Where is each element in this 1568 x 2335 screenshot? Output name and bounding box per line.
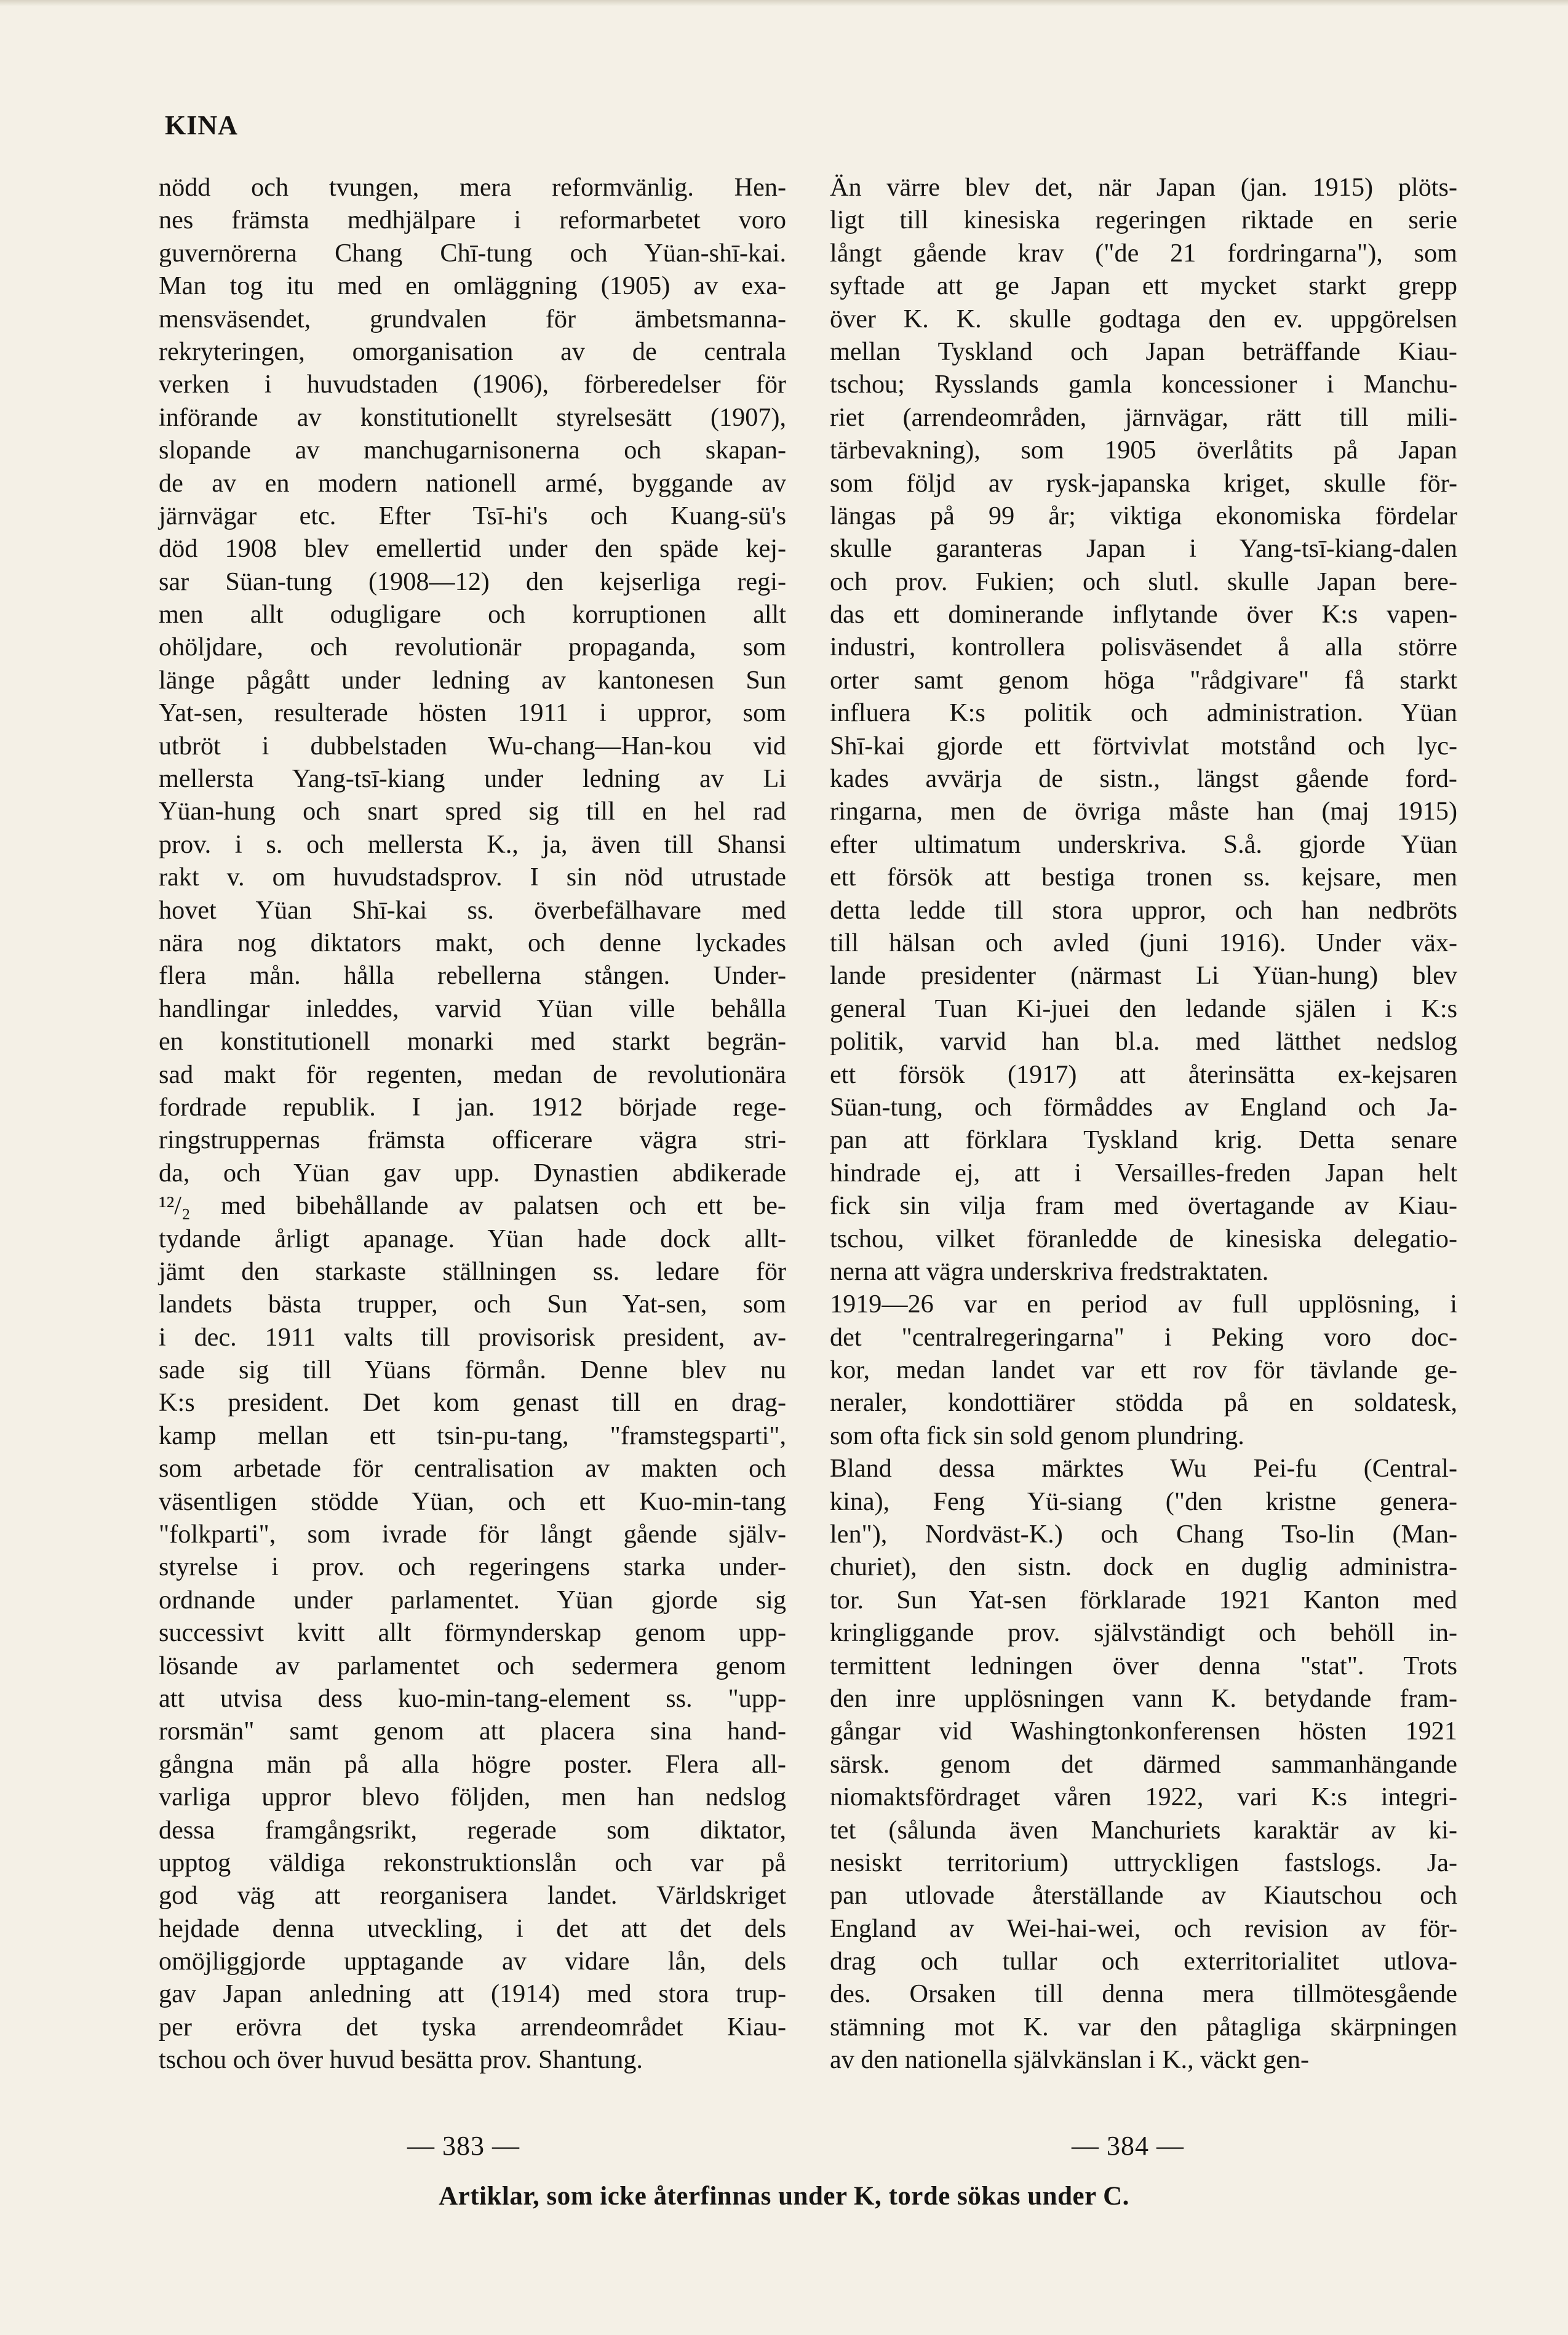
text-line: Yat-sen, resulterade hösten 1911 i uppror, som xyxy=(159,698,786,728)
text-line: K:s president. Det kom genast till en drag- xyxy=(159,1388,786,1418)
text-line: orter samt genom höga "rådgivare" få starkt xyxy=(830,665,1457,695)
text-line: 1919—26 var en period av full upplösning, i xyxy=(830,1290,1457,1319)
left-column xyxy=(159,171,786,2077)
text-line: tor. Sun Yat-sen förklarade 1921 Kanton med xyxy=(830,1585,1457,1615)
text-line: som följd av rysk-japanska kriget, skulle för- xyxy=(830,468,1457,498)
text-line: ringstruppernas främsta officerare vägra stri- xyxy=(159,1125,786,1155)
text-line: hindrade ej, att i Versailles-freden Japan helt xyxy=(830,1158,1457,1187)
text-line: England av Wei-hai-wei, och revision av för- xyxy=(830,1914,1457,1943)
text-line: som ofta fick sin sold genom plundring. xyxy=(830,1421,1244,1450)
text-line: kringliggande prov. självständigt och behöll in- xyxy=(830,1618,1457,1648)
text-line: fick sin vilja fram med övertagande av Kiau- xyxy=(830,1191,1457,1221)
text-line: fordrade republik. I jan. 1912 började rege- xyxy=(159,1092,786,1122)
text-line: nes främsta medhjälpare i reformarbetet voro xyxy=(159,206,786,235)
text-line: väsentligen stödde Yüan, och ett Kuo-min-tang xyxy=(159,1487,786,1516)
text-line: god väg att reorganisera landet. Världskriget xyxy=(159,1881,786,1910)
text-line: hejdade denna utveckling, i det att det dels xyxy=(159,1914,786,1943)
text-line: Shī-kai gjorde ett förtvivlat motstånd och lyc- xyxy=(830,731,1457,760)
footer-note: Artiklar, som icke återfinnas under K, torde sökas under C. xyxy=(439,2182,1129,2211)
text-line: en konstitutionell monarki med starkt begrän- xyxy=(159,1027,786,1056)
text-line: des. Orsaken till denna mera tillmötesgående xyxy=(830,1979,1457,2009)
text-line: och prov. Fukien; och slutl. skulle Japan bere- xyxy=(830,567,1457,596)
text-line: influera K:s politik och administration. Yüan xyxy=(830,698,1457,728)
text-line: nödd och tvungen, mera reformvänlig. Hen- xyxy=(159,173,786,202)
text-line: dessa framgångsrikt, regerade som diktator, xyxy=(159,1815,786,1845)
text-line: omöjliggjorde upptagande av vidare lån, dels xyxy=(159,1947,786,1976)
text-line: skulle garanteras Japan i Yang-tsī-kiang-dalen xyxy=(830,534,1457,564)
text-line: flera mån. hålla rebellerna stången. Under- xyxy=(159,961,786,991)
text-line: per erövra det tyska arrendeområdet Kiau- xyxy=(159,2012,786,2042)
text-line: mellersta Yang-tsī-kiang under ledning av Li xyxy=(159,764,786,794)
text-line: varliga uppror blevo följden, men han nedslog xyxy=(159,1782,786,1812)
text-line: pan att förklara Tyskland krig. Detta senare xyxy=(830,1125,1457,1155)
text-line: gångna män på alla högre poster. Flera all- xyxy=(159,1749,786,1779)
text-line: das ett dominerande inflytande över K:s vapen- xyxy=(830,600,1457,629)
text-line: över K. K. skulle godtaga den ev. uppgörelsen xyxy=(830,304,1457,333)
text-line: nära nog diktators makt, och denne lyckades xyxy=(159,928,786,957)
text-line: i dec. 1911 valts till provisorisk president, av- xyxy=(159,1322,786,1352)
text-line: Man tog itu med en omläggning (1905) av exa- xyxy=(159,271,786,301)
text-line: rorsmän" samt genom att placera sina hand- xyxy=(159,1717,786,1746)
text-line: ¹²/₂ med bibehållande av palatsen och ett be- xyxy=(159,1191,786,1221)
text-line: riet (arrendeområden, järnvägar, rätt till mili- xyxy=(830,402,1457,432)
text-line: lösande av parlamentet och sedermera genom xyxy=(159,1651,786,1680)
text-line: gångar vid Washingtonkonferensen hösten 1921 xyxy=(830,1717,1457,1746)
text-line: sad makt för regenten, medan de revolutionära xyxy=(159,1060,786,1089)
text-line: kor, medan landet var ett rov för tävlande ge- xyxy=(830,1355,1457,1385)
text-line: drag och tullar och exterritorialitet utlova- xyxy=(830,1947,1457,1976)
text-line: död 1908 blev emellertid under den späde kej- xyxy=(159,534,786,564)
text-line: termittent ledningen över denna "stat". Trots xyxy=(830,1651,1457,1680)
text-line: mensväsendet, grundvalen för ämbetsmanna- xyxy=(159,304,786,333)
text-line: kades avvärja de sistn., längst gående ford- xyxy=(830,764,1457,794)
text-line: sade sig till Yüans förmån. Denne blev nu xyxy=(159,1355,786,1385)
text-line: verken i huvudstaden (1906), förberedelser för xyxy=(159,370,786,399)
text-line: Yüan-hung och snart spred sig till en hel rad xyxy=(159,797,786,826)
text-line: niomaktsfördraget våren 1922, vari K:s integri- xyxy=(830,1782,1457,1812)
text-line: långt gående krav ("de 21 fordringarna"), som xyxy=(830,238,1457,268)
text-line: stämning mot K. var den påtagliga skärpningen xyxy=(830,2012,1457,2042)
text-line: detta ledde till stora uppror, och han nedbröts xyxy=(830,895,1457,925)
text-line: tschou, vilket föranledde de kinesiska delegatio- xyxy=(830,1224,1457,1253)
text-line: industri, kontrollera polisväsendet å alla större xyxy=(830,633,1457,662)
page-top-edge xyxy=(0,0,1568,6)
text-line: lande presidenter (närmast Li Yüan-hung) blev xyxy=(830,961,1457,991)
text-line: ringarna, men de övriga måste han (maj 1915) xyxy=(830,797,1457,826)
text-line: politik, varvid han bl.a. med lätthet nedslog xyxy=(830,1027,1457,1056)
text-line: landets bästa trupper, och Sun Yat-sen, som xyxy=(159,1290,786,1319)
text-line: Än värre blev det, när Japan (jan. 1915) plöts- xyxy=(830,173,1457,202)
text-line: av den nationella självkänslan i K., väckt gen- xyxy=(830,2045,1310,2075)
text-line: syftade att ge Japan ett mycket starkt grepp xyxy=(830,271,1457,301)
text-line: ordnande under parlamentet. Yüan gjorde sig xyxy=(159,1585,786,1615)
text-line: de av en modern nationell armé, byggande av xyxy=(159,468,786,498)
page-number-right: — 384 — xyxy=(1072,2131,1184,2161)
text-line: prov. i s. och mellersta K., ja, även till Shansi xyxy=(159,829,786,859)
text-line: churiet), den sistn. dock en duglig administra- xyxy=(830,1552,1457,1582)
text-line: pan utlovade återställande av Kiautschou och xyxy=(830,1881,1457,1910)
text-line: mellan Tyskland och Japan beträffande Kiau- xyxy=(830,337,1457,366)
text-line: tärbevakning), som 1905 överlåtits på Japan xyxy=(830,436,1457,465)
page-number-left: — 383 — xyxy=(407,2131,520,2161)
running-header: KINA xyxy=(165,110,238,140)
text-line: neraler, kondottiärer stödda på en soldatesk, xyxy=(830,1388,1457,1418)
text-line: att utvisa dess kuo-min-tang-element ss. "upp- xyxy=(159,1683,786,1713)
text-line: nerna att vägra underskriva fredstraktaten. xyxy=(830,1256,1269,1286)
text-line: guvernörerna Chang Chī-tung och Yüan-shī-kai. xyxy=(159,238,786,268)
text-line: rakt v. om huvudstadsprov. I sin nöd utrustade xyxy=(159,863,786,892)
text-line: da, och Yüan gav upp. Dynastien abdikerade xyxy=(159,1158,786,1187)
text-line: den inre upplösningen vann K. betydande fram- xyxy=(830,1683,1457,1713)
text-line: tet (sålunda även Manchuriets karaktär av ki- xyxy=(830,1815,1457,1845)
text-line: kina), Feng Yü-siang ("den kristne genera- xyxy=(830,1487,1457,1516)
text-line: gav Japan anledning att (1914) med stora trup- xyxy=(159,1979,786,2009)
text-line: införande av konstitutionellt styrelsesätt (1907), xyxy=(159,402,786,432)
text-line: "folkparti", som ivrade för långt gående själv- xyxy=(159,1520,786,1549)
text-line: ett försök (1917) att återinsätta ex-kejsaren xyxy=(830,1060,1457,1089)
text-line: jämt den starkaste ställningen ss. ledare för xyxy=(159,1256,786,1286)
text-line: handlingar inleddes, varvid Yüan ville behålla xyxy=(159,994,786,1023)
text-line: kamp mellan ett tsin-pu-tang, "framstegsparti", xyxy=(159,1421,786,1450)
text-line: tydande årligt apanage. Yüan hade dock allt- xyxy=(159,1224,786,1253)
text-line: successivt kvitt allt förmynderskap genom upp- xyxy=(159,1618,786,1648)
text-line: särsk. genom det därmed sammanhängande xyxy=(830,1749,1457,1779)
text-line: sar Süan-tung (1908—12) den kejserliga regi- xyxy=(159,567,786,596)
text-line: tschou och över huvud besätta prov. Shantung. xyxy=(159,2045,643,2075)
text-line: som arbetade för centralisation av makten och xyxy=(159,1454,786,1483)
text-line: len"), Nordväst-K.) och Chang Tso-lin (Man- xyxy=(830,1520,1457,1549)
text-line: utbröt i dubbelstaden Wu-chang—Han-kou vid xyxy=(159,731,786,760)
text-line: styrelse i prov. och regeringens starka under- xyxy=(159,1552,786,1582)
text-line: ohöljdare, och revolutionär propaganda, som xyxy=(159,633,786,662)
text-line: det "centralregeringarna" i Peking voro doc- xyxy=(830,1322,1457,1352)
text-line: Süan-tung, och förmåddes av England och Ja- xyxy=(830,1092,1457,1122)
text-line: längas på 99 år; viktiga ekonomiska fördelar xyxy=(830,501,1457,530)
text-line: till hälsan och avled (juni 1916). Under väx- xyxy=(830,928,1457,957)
text-line: ligt till kinesiska regeringen riktade en serie xyxy=(830,206,1457,235)
text-line: tschou; Rysslands gamla koncessioner i Manchu- xyxy=(830,370,1457,399)
text-line: slopande av manchugarnisonerna och skapan- xyxy=(159,436,786,465)
text-line: rekryteringen, omorganisation av de centrala xyxy=(159,337,786,366)
right-column xyxy=(830,171,1457,2077)
text-line: upptog väldiga rekonstruktionslån och var på xyxy=(159,1848,786,1877)
text-line: hovet Yüan Shī-kai ss. överbefälhavare med xyxy=(159,895,786,925)
text-line: nesiskt territorium) uttryckligen fastslogs. Ja- xyxy=(830,1848,1457,1877)
text-line: men allt odugligare och korruptionen allt xyxy=(159,600,786,629)
text-line: Bland dessa märktes Wu Pei-fu (Central- xyxy=(830,1454,1457,1483)
text-line: efter ultimatum underskriva. S.å. gjorde Yüan xyxy=(830,829,1457,859)
text-line: länge pågått under ledning av kantonesen Sun xyxy=(159,665,786,695)
text-line: general Tuan Ki-juei den ledande själen i K:s xyxy=(830,994,1457,1023)
text-line: järnvägar etc. Efter Tsī-hi's och Kuang-sü's xyxy=(159,501,786,530)
text-line: ett försök att bestiga tronen ss. kejsare, men xyxy=(830,863,1457,892)
